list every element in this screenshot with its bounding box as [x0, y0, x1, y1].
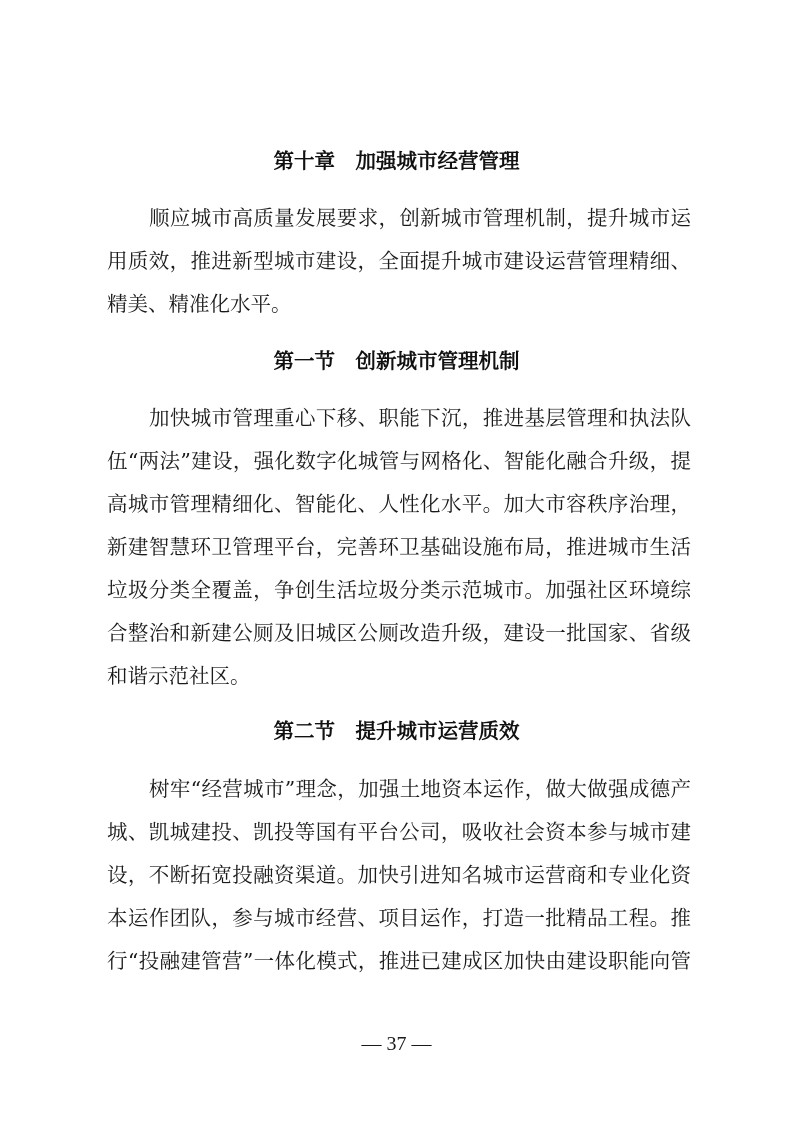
section-title: 第一节 创新城市管理机制	[273, 349, 520, 373]
paragraph-line: 垃圾分类全覆盖，争创生活垃圾分类示范城市。加强社区环境综	[107, 578, 691, 602]
paragraph-line: 顺应城市高质量发展要求，创新城市管理机制，提升城市运	[149, 206, 691, 230]
paragraph-line: 合整治和新建公厕及旧城区公厕改造升级，建设一批国家、省级	[107, 621, 691, 645]
paragraph-line: 行“投融建管营”一体化模式，推进已建成区加快由建设职能向管	[107, 949, 691, 973]
paragraph-line: 精美、精准化水平。	[107, 292, 292, 316]
paragraph-line: 设，不断拓宽投融资渠道。加快引进知名城市运营商和专业化资	[107, 863, 691, 887]
paragraph-line: 高城市管理精细化、智能化、人性化水平。加大市容秩序治理，	[107, 492, 691, 516]
paragraph-line: 新建智慧环卫管理平台，完善环卫基础设施布局，推进城市生活	[107, 535, 691, 559]
paragraph-line: 树牢“经营城市”理念，加强土地资本运作，做大做强成德产	[149, 777, 691, 801]
section-title: 第二节 提升城市运营质效	[273, 719, 520, 743]
paragraph-line: 和谐示范社区。	[107, 664, 251, 688]
paragraph-line: 加快城市管理重心下移、职能下沉，推进基层管理和执法队	[149, 406, 691, 430]
paragraph-line: 本运作团队，参与城市经营、项目运作，打造一批精品工程。推	[107, 906, 691, 930]
page-number: — 37 —	[361, 1033, 432, 1055]
chapter-title: 第十章 加强城市经营管理	[273, 149, 520, 173]
paragraph-line: 用质效，推进新型城市建设，全面提升城市建设运营管理精细、	[107, 249, 691, 273]
paragraph-line: 城、凯城建投、凯投等国有平台公司，吸收社会资本参与城市建	[107, 820, 691, 844]
paragraph-line: 伍“两法”建设，强化数字化城管与网格化、智能化融合升级，提	[107, 449, 691, 473]
